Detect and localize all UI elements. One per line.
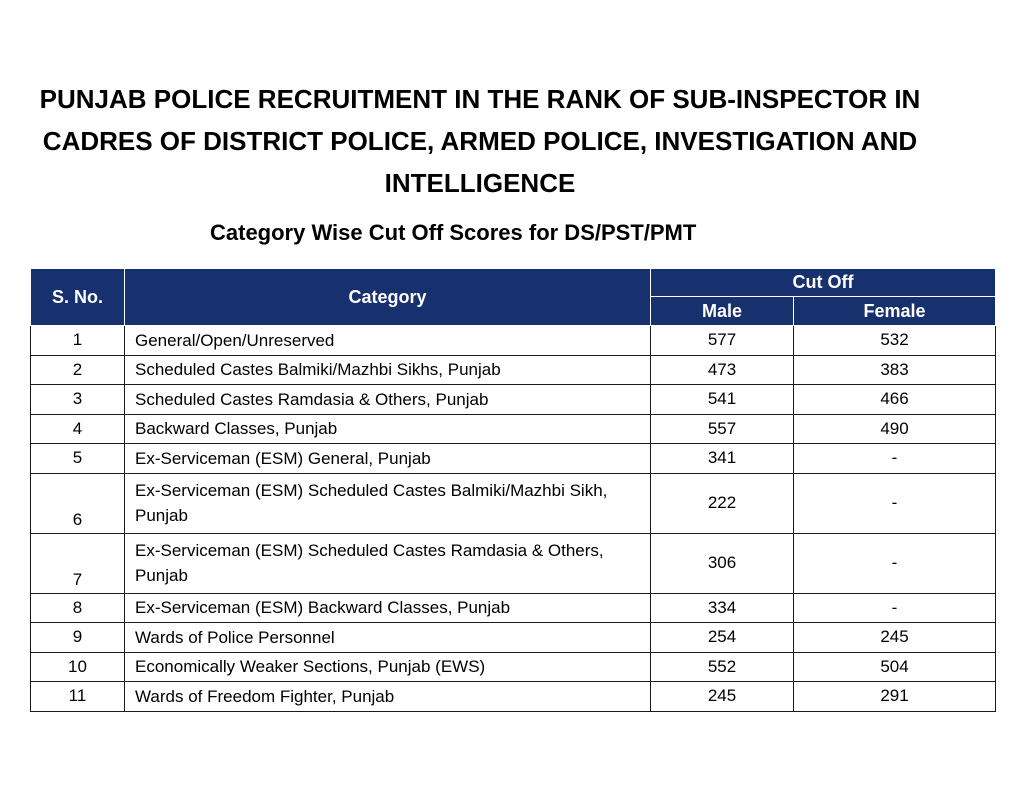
row-category: Ex-Serviceman (ESM) Backward Classes, Punjab bbox=[125, 593, 651, 623]
row-sno: 7 bbox=[31, 533, 125, 593]
row-category: Scheduled Castes Ramdasia & Others, Punjab bbox=[125, 385, 651, 415]
table-row bbox=[31, 682, 996, 712]
table-row bbox=[31, 355, 996, 385]
row-male: 557 bbox=[651, 414, 794, 444]
table-row bbox=[31, 326, 996, 356]
table-row bbox=[31, 473, 996, 533]
row-category: Ex-Serviceman (ESM) General, Punjab bbox=[125, 444, 651, 474]
row-category: Scheduled Castes Balmiki/Mazhbi Sikhs, Punjab bbox=[125, 355, 651, 385]
table-row bbox=[31, 623, 996, 653]
table-row bbox=[31, 652, 996, 682]
row-sno: 8 bbox=[31, 593, 125, 623]
document-subtitle: Category Wise Cut Off Scores for DS/PST/PMT bbox=[210, 220, 697, 245]
row-sno: 2 bbox=[31, 355, 125, 385]
document-title bbox=[0, 78, 960, 204]
table-row bbox=[31, 385, 996, 415]
row-female: 532 bbox=[794, 326, 996, 356]
row-male: 245 bbox=[651, 682, 794, 712]
row-sno: 10 bbox=[31, 652, 125, 682]
header-sno: S. No. bbox=[31, 269, 125, 326]
header-cutoff: Cut Off bbox=[651, 269, 996, 297]
table-row bbox=[31, 593, 996, 623]
row-category: Wards of Freedom Fighter, Punjab bbox=[125, 682, 651, 712]
row-male: 341 bbox=[651, 444, 794, 474]
row-sno: 9 bbox=[31, 623, 125, 653]
row-male: 222 bbox=[651, 473, 794, 533]
title-line-1: PUNJAB POLICE RECRUITMENT IN THE RANK OF SUB-INSPECTOR IN bbox=[39, 84, 921, 114]
row-sno: 6 bbox=[31, 473, 125, 533]
row-female: - bbox=[794, 593, 996, 623]
title-line-2: CADRES OF DISTRICT POLICE, ARMED POLICE, INVESTIGATION AND bbox=[42, 126, 918, 156]
row-category: Ex-Serviceman (ESM) Scheduled Castes Balmiki/Mazhbi Sikh, Punjab bbox=[125, 473, 651, 533]
header-category: Category bbox=[125, 269, 651, 326]
row-male: 473 bbox=[651, 355, 794, 385]
row-female: - bbox=[794, 533, 996, 593]
header-female: Female bbox=[794, 297, 996, 326]
row-category: Backward Classes, Punjab bbox=[125, 414, 651, 444]
row-category: Wards of Police Personnel bbox=[125, 623, 651, 653]
row-female: 504 bbox=[794, 652, 996, 682]
row-category: Economically Weaker Sections, Punjab (EWS) bbox=[125, 652, 651, 682]
row-category: Ex-Serviceman (ESM) Scheduled Castes Ramdasia & Others, Punjab bbox=[125, 533, 651, 593]
row-male: 254 bbox=[651, 623, 794, 653]
row-male: 541 bbox=[651, 385, 794, 415]
row-male: 552 bbox=[651, 652, 794, 682]
row-female: 383 bbox=[794, 355, 996, 385]
row-female: - bbox=[794, 473, 996, 533]
row-male: 334 bbox=[651, 593, 794, 623]
row-category: General/Open/Unreserved bbox=[125, 326, 651, 356]
header-male: Male bbox=[651, 297, 794, 326]
row-sno: 4 bbox=[31, 414, 125, 444]
title-line-3: INTELLIGENCE bbox=[384, 168, 576, 198]
table-row bbox=[31, 414, 996, 444]
row-male: 306 bbox=[651, 533, 794, 593]
row-sno: 5 bbox=[31, 444, 125, 474]
row-male: 577 bbox=[651, 326, 794, 356]
table-row bbox=[31, 533, 996, 593]
row-female: 245 bbox=[794, 623, 996, 653]
table-row bbox=[31, 444, 996, 474]
row-female: 466 bbox=[794, 385, 996, 415]
cutoff-table bbox=[30, 268, 996, 712]
row-female: 291 bbox=[794, 682, 996, 712]
row-sno: 11 bbox=[31, 682, 125, 712]
row-female: 490 bbox=[794, 414, 996, 444]
row-sno: 1 bbox=[31, 326, 125, 356]
row-female: - bbox=[794, 444, 996, 474]
row-sno: 3 bbox=[31, 385, 125, 415]
